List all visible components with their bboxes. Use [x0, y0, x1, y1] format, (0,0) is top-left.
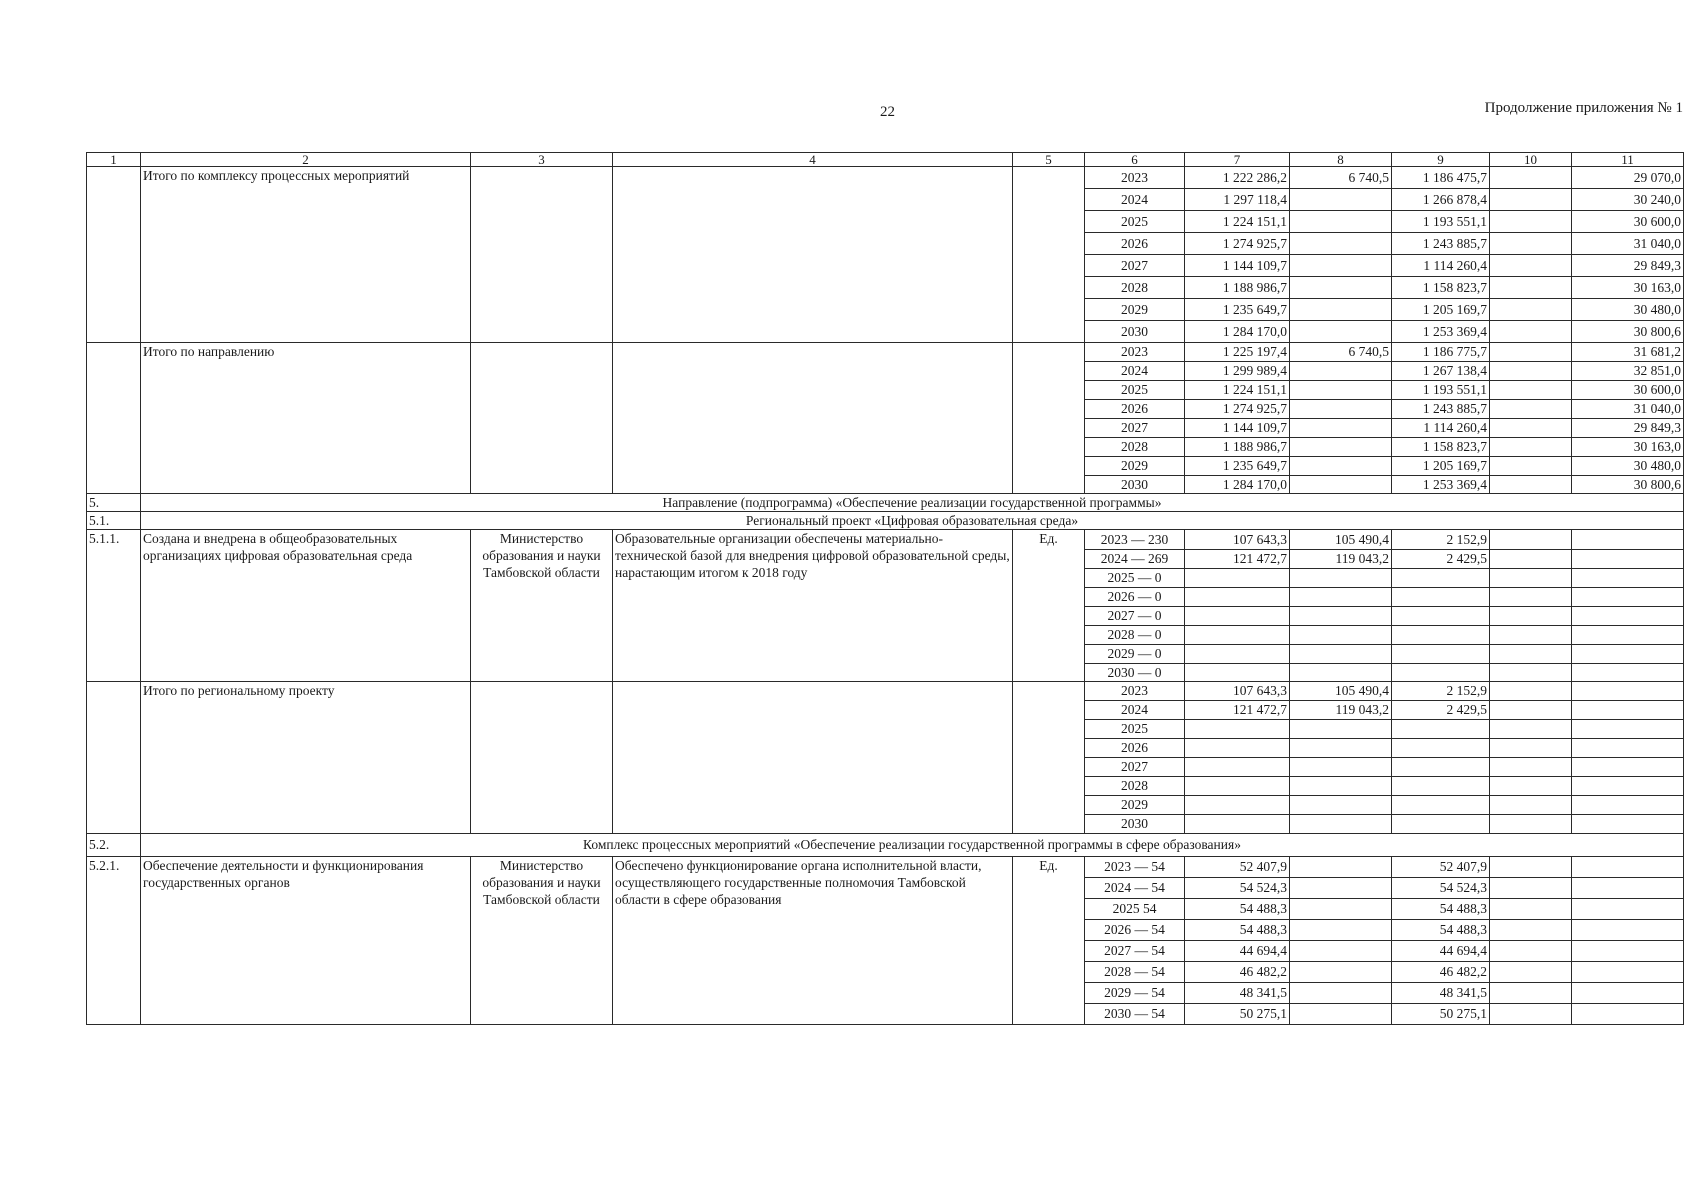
row-number-cell: [87, 343, 141, 494]
row-label: Итого по комплексу процессных мероприятий: [141, 167, 471, 343]
value-cell: 1 224 151,1: [1185, 381, 1290, 400]
value-cell: [1572, 664, 1684, 682]
value-cell: [1290, 962, 1392, 983]
value-cell: [1290, 569, 1392, 588]
value-cell: [1290, 777, 1392, 796]
value-cell: 29 849,3: [1572, 419, 1684, 438]
year-cell: 2028: [1085, 438, 1185, 457]
value-cell: [1392, 777, 1490, 796]
value-cell: 30 800,6: [1572, 321, 1684, 343]
year-cell: 2024: [1085, 701, 1185, 720]
value-cell: 1 243 885,7: [1392, 233, 1490, 255]
value-cell: [1572, 739, 1684, 758]
value-cell: [1572, 962, 1684, 983]
value-cell: 107 643,3: [1185, 682, 1290, 701]
value-cell: [1290, 588, 1392, 607]
column-header: 5: [1013, 153, 1085, 167]
value-cell: 54 488,3: [1392, 899, 1490, 920]
value-cell: [1290, 815, 1392, 834]
value-cell: 31 040,0: [1572, 400, 1684, 419]
value-cell: [1572, 758, 1684, 777]
year-cell: 2026: [1085, 233, 1185, 255]
year-cell: 2026: [1085, 400, 1185, 419]
value-cell: 52 407,9: [1392, 857, 1490, 878]
value-cell: [1490, 796, 1572, 815]
value-cell: 1 225 197,4: [1185, 343, 1290, 362]
value-cell: [1490, 550, 1572, 569]
value-cell: [1290, 438, 1392, 457]
value-cell: [1392, 569, 1490, 588]
value-cell: 1 186 475,7: [1392, 167, 1490, 189]
value-cell: 1 193 551,1: [1392, 211, 1490, 233]
value-cell: [1490, 321, 1572, 343]
column-header: 8: [1290, 153, 1392, 167]
year-cell: 2024: [1085, 362, 1185, 381]
year-cell: 2025 — 0: [1085, 569, 1185, 588]
value-cell: [1572, 588, 1684, 607]
value-cell: 2 152,9: [1392, 530, 1490, 550]
year-cell: 2027 — 0: [1085, 607, 1185, 626]
year-cell: 2027: [1085, 758, 1185, 777]
year-cell: 2023 — 230: [1085, 530, 1185, 550]
value-cell: [1392, 588, 1490, 607]
value-cell: 54 488,3: [1185, 920, 1290, 941]
value-cell: 48 341,5: [1392, 983, 1490, 1004]
value-cell: [1572, 941, 1684, 962]
section-title: Комплекс процессных мероприятий «Обеспечение реализации государственной программы в сфере образования»: [141, 834, 1684, 857]
value-cell: 2 429,5: [1392, 550, 1490, 569]
column-header: 9: [1392, 153, 1490, 167]
value-cell: [1572, 607, 1684, 626]
unit-cell: [1013, 343, 1085, 494]
year-cell: 2028 — 0: [1085, 626, 1185, 645]
value-cell: [1290, 362, 1392, 381]
year-cell: 2030: [1085, 815, 1185, 834]
value-cell: [1290, 983, 1392, 1004]
value-cell: 1 158 823,7: [1392, 438, 1490, 457]
value-cell: [1490, 962, 1572, 983]
value-cell: [1572, 899, 1684, 920]
value-cell: 1 188 986,7: [1185, 438, 1290, 457]
value-cell: [1185, 815, 1290, 834]
value-cell: 30 600,0: [1572, 211, 1684, 233]
value-cell: 30 240,0: [1572, 189, 1684, 211]
year-cell: 2023: [1085, 343, 1185, 362]
executor-cell: Министерство образования и науки Тамбовской области: [471, 857, 613, 1025]
column-header: 3: [471, 153, 613, 167]
year-cell: 2024: [1085, 189, 1185, 211]
value-cell: [1290, 189, 1392, 211]
value-cell: [1572, 682, 1684, 701]
value-cell: 30 163,0: [1572, 277, 1684, 299]
year-cell: 2023 — 54: [1085, 857, 1185, 878]
value-cell: [1572, 983, 1684, 1004]
value-cell: [1392, 739, 1490, 758]
value-cell: 32 851,0: [1572, 362, 1684, 381]
value-cell: [1185, 739, 1290, 758]
unit-cell: [1013, 167, 1085, 343]
year-cell: 2027: [1085, 255, 1185, 277]
value-cell: 1 274 925,7: [1185, 400, 1290, 419]
value-cell: 1 284 170,0: [1185, 476, 1290, 494]
value-cell: [1185, 626, 1290, 645]
value-cell: [1490, 381, 1572, 400]
value-cell: 105 490,4: [1290, 530, 1392, 550]
value-cell: [1490, 189, 1572, 211]
value-cell: 1 205 169,7: [1392, 299, 1490, 321]
value-cell: [1490, 899, 1572, 920]
year-cell: 2026 — 0: [1085, 588, 1185, 607]
value-cell: [1185, 777, 1290, 796]
value-cell: [1490, 362, 1572, 381]
value-cell: [1290, 739, 1392, 758]
executor-cell: [471, 343, 613, 494]
value-cell: [1490, 530, 1572, 550]
value-cell: [1392, 664, 1490, 682]
column-header: 10: [1490, 153, 1572, 167]
value-cell: [1490, 878, 1572, 899]
header-row: [87, 153, 1684, 167]
value-cell: 30 600,0: [1572, 381, 1684, 400]
value-cell: [1490, 167, 1572, 189]
year-cell: 2028 — 54: [1085, 962, 1185, 983]
year-cell: 2030 — 0: [1085, 664, 1185, 682]
value-cell: [1290, 899, 1392, 920]
value-cell: [1572, 815, 1684, 834]
value-cell: 1 243 885,7: [1392, 400, 1490, 419]
value-cell: 1 235 649,7: [1185, 457, 1290, 476]
year-cell: 2029: [1085, 299, 1185, 321]
value-cell: [1290, 878, 1392, 899]
value-cell: 2 429,5: [1392, 701, 1490, 720]
unit-cell: Ед.: [1013, 857, 1085, 1025]
value-cell: [1392, 815, 1490, 834]
value-cell: [1185, 664, 1290, 682]
value-cell: [1392, 796, 1490, 815]
value-cell: [1490, 233, 1572, 255]
year-cell: 2026 — 54: [1085, 920, 1185, 941]
value-cell: 1 274 925,7: [1185, 233, 1290, 255]
value-cell: [1572, 626, 1684, 645]
value-cell: [1490, 739, 1572, 758]
value-cell: 119 043,2: [1290, 550, 1392, 569]
item-number: 5.2.1.: [87, 857, 141, 1025]
row-label: Итого по направлению: [141, 343, 471, 494]
value-cell: 1 144 109,7: [1185, 255, 1290, 277]
value-cell: [1490, 626, 1572, 645]
value-cell: [1490, 588, 1572, 607]
value-cell: 31 040,0: [1572, 233, 1684, 255]
value-cell: 1 193 551,1: [1392, 381, 1490, 400]
value-cell: [1290, 941, 1392, 962]
value-cell: [1490, 569, 1572, 588]
value-cell: [1290, 607, 1392, 626]
value-cell: 31 681,2: [1572, 343, 1684, 362]
value-cell: [1185, 720, 1290, 739]
column-header: 6: [1085, 153, 1185, 167]
value-cell: [1290, 720, 1392, 739]
value-cell: [1490, 438, 1572, 457]
year-cell: 2029 — 0: [1085, 645, 1185, 664]
value-cell: [1290, 476, 1392, 494]
value-cell: [1490, 211, 1572, 233]
value-cell: 1 114 260,4: [1392, 419, 1490, 438]
result-cell: [613, 167, 1013, 343]
value-cell: 1 235 649,7: [1185, 299, 1290, 321]
year-cell: 2030 — 54: [1085, 1004, 1185, 1025]
year-cell: 2030: [1085, 321, 1185, 343]
value-cell: 2 152,9: [1392, 682, 1490, 701]
value-cell: [1185, 569, 1290, 588]
value-cell: [1572, 701, 1684, 720]
section-number: 5.1.: [87, 512, 141, 530]
value-cell: [1290, 645, 1392, 664]
value-cell: 1 299 989,4: [1185, 362, 1290, 381]
item-number: 5.1.1.: [87, 530, 141, 682]
value-cell: [1290, 626, 1392, 645]
value-cell: 54 488,3: [1392, 920, 1490, 941]
value-cell: 29 849,3: [1572, 255, 1684, 277]
value-cell: [1490, 983, 1572, 1004]
value-cell: [1392, 626, 1490, 645]
value-cell: 48 341,5: [1185, 983, 1290, 1004]
value-cell: [1490, 857, 1572, 878]
result-cell: Образовательные организации обеспечены материально-технической базой для внедрения цифровой образовательной среды, нарастающим итогом к 2018 году: [613, 530, 1013, 682]
year-cell: 2025: [1085, 381, 1185, 400]
column-header: 1: [87, 153, 141, 167]
table-row: [87, 167, 1684, 189]
value-cell: [1572, 1004, 1684, 1025]
value-cell: 54 524,3: [1392, 878, 1490, 899]
value-cell: [1572, 569, 1684, 588]
year-cell: 2025 54: [1085, 899, 1185, 920]
year-cell: 2029: [1085, 457, 1185, 476]
value-cell: 1 253 369,4: [1392, 321, 1490, 343]
year-cell: 2024 — 54: [1085, 878, 1185, 899]
value-cell: 121 472,7: [1185, 701, 1290, 720]
value-cell: [1490, 476, 1572, 494]
result-cell: [613, 343, 1013, 494]
value-cell: 1 144 109,7: [1185, 419, 1290, 438]
value-cell: [1490, 941, 1572, 962]
value-cell: [1490, 645, 1572, 664]
value-cell: [1572, 777, 1684, 796]
value-cell: [1392, 607, 1490, 626]
value-cell: [1290, 457, 1392, 476]
executor-cell: [471, 682, 613, 834]
section-number: 5.2.: [87, 834, 141, 857]
value-cell: 1 114 260,4: [1392, 255, 1490, 277]
value-cell: 46 482,2: [1185, 962, 1290, 983]
value-cell: [1185, 796, 1290, 815]
value-cell: [1490, 607, 1572, 626]
value-cell: 1 224 151,1: [1185, 211, 1290, 233]
value-cell: 1 253 369,4: [1392, 476, 1490, 494]
year-cell: 2027: [1085, 419, 1185, 438]
value-cell: 54 488,3: [1185, 899, 1290, 920]
value-cell: 119 043,2: [1290, 701, 1392, 720]
table-row: [87, 343, 1684, 362]
value-cell: [1392, 758, 1490, 777]
value-cell: 29 070,0: [1572, 167, 1684, 189]
value-cell: [1572, 878, 1684, 899]
value-cell: [1290, 255, 1392, 277]
value-cell: 1 284 170,0: [1185, 321, 1290, 343]
value-cell: [1572, 920, 1684, 941]
year-cell: 2029: [1085, 796, 1185, 815]
executor-cell: [471, 167, 613, 343]
unit-cell: Ед.: [1013, 530, 1085, 682]
section-row: [87, 834, 1684, 857]
value-cell: [1185, 607, 1290, 626]
value-cell: 105 490,4: [1290, 682, 1392, 701]
value-cell: [1490, 255, 1572, 277]
value-cell: [1290, 277, 1392, 299]
value-cell: [1290, 233, 1392, 255]
value-cell: [1572, 645, 1684, 664]
year-cell: 2027 — 54: [1085, 941, 1185, 962]
page-number: 22: [880, 104, 895, 120]
row-label: Итого по региональному проекту: [141, 682, 471, 834]
value-cell: 50 275,1: [1185, 1004, 1290, 1025]
value-cell: [1572, 530, 1684, 550]
year-cell: 2023: [1085, 682, 1185, 701]
value-cell: 6 740,5: [1290, 343, 1392, 362]
value-cell: [1290, 400, 1392, 419]
value-cell: 52 407,9: [1185, 857, 1290, 878]
year-cell: 2025: [1085, 211, 1185, 233]
value-cell: 121 472,7: [1185, 550, 1290, 569]
column-header: 7: [1185, 153, 1290, 167]
executor-cell: Министерство образования и науки Тамбовской области: [471, 530, 613, 682]
value-cell: [1490, 343, 1572, 362]
value-cell: [1290, 1004, 1392, 1025]
section-number: 5.: [87, 494, 141, 512]
value-cell: [1185, 645, 1290, 664]
year-cell: 2026: [1085, 739, 1185, 758]
value-cell: [1490, 682, 1572, 701]
value-cell: [1490, 758, 1572, 777]
table-row: [87, 857, 1684, 878]
value-cell: 46 482,2: [1392, 962, 1490, 983]
column-header: 4: [613, 153, 1013, 167]
table-row: [87, 530, 1684, 550]
value-cell: [1290, 211, 1392, 233]
year-cell: 2028: [1085, 277, 1185, 299]
value-cell: [1490, 815, 1572, 834]
year-cell: 2025: [1085, 720, 1185, 739]
value-cell: [1490, 701, 1572, 720]
value-cell: 54 524,3: [1185, 878, 1290, 899]
value-cell: [1290, 419, 1392, 438]
value-cell: 107 643,3: [1185, 530, 1290, 550]
value-cell: 50 275,1: [1392, 1004, 1490, 1025]
section-title: Региональный проект «Цифровая образовательная среда»: [141, 512, 1684, 530]
value-cell: [1290, 857, 1392, 878]
value-cell: [1290, 664, 1392, 682]
value-cell: [1290, 321, 1392, 343]
result-cell: Обеспечено функционирование органа исполнительной власти, осуществляющего государственные полномочия Тамбовской области в сфере образования: [613, 857, 1013, 1025]
value-cell: [1290, 920, 1392, 941]
value-cell: [1572, 720, 1684, 739]
value-cell: 1 222 286,2: [1185, 167, 1290, 189]
column-header: 11: [1572, 153, 1684, 167]
value-cell: [1572, 796, 1684, 815]
page-note: Продолжение приложения № 1: [1484, 100, 1683, 116]
value-cell: 30 480,0: [1572, 457, 1684, 476]
year-cell: 2024 — 269: [1085, 550, 1185, 569]
value-cell: [1490, 457, 1572, 476]
column-header: 2: [141, 153, 471, 167]
value-cell: [1490, 299, 1572, 321]
value-cell: [1185, 588, 1290, 607]
value-cell: [1490, 777, 1572, 796]
value-cell: [1185, 758, 1290, 777]
section-title: Направление (подпрограмма) «Обеспечение реализации государственной программы»: [141, 494, 1684, 512]
value-cell: 1 267 138,4: [1392, 362, 1490, 381]
value-cell: 44 694,4: [1392, 941, 1490, 962]
value-cell: 30 480,0: [1572, 299, 1684, 321]
row-number-cell: [87, 682, 141, 834]
result-cell: [613, 682, 1013, 834]
value-cell: 1 188 986,7: [1185, 277, 1290, 299]
value-cell: 1 266 878,4: [1392, 189, 1490, 211]
value-cell: [1392, 720, 1490, 739]
value-cell: 1 297 118,4: [1185, 189, 1290, 211]
value-cell: 1 205 169,7: [1392, 457, 1490, 476]
value-cell: 30 163,0: [1572, 438, 1684, 457]
value-cell: [1490, 1004, 1572, 1025]
item-name: Создана и внедрена в общеобразовательных организациях цифровая образовательная среда: [141, 530, 471, 682]
value-cell: 1 186 775,7: [1392, 343, 1490, 362]
value-cell: [1490, 920, 1572, 941]
year-cell: 2028: [1085, 777, 1185, 796]
value-cell: [1572, 857, 1684, 878]
value-cell: [1490, 400, 1572, 419]
table-row: [87, 682, 1684, 701]
value-cell: [1572, 550, 1684, 569]
value-cell: 6 740,5: [1290, 167, 1392, 189]
row-number-cell: [87, 167, 141, 343]
value-cell: [1490, 419, 1572, 438]
program-table: [86, 152, 1684, 1025]
value-cell: 1 158 823,7: [1392, 277, 1490, 299]
section-row: [87, 512, 1684, 530]
value-cell: [1490, 277, 1572, 299]
year-cell: 2029 — 54: [1085, 983, 1185, 1004]
value-cell: 44 694,4: [1185, 941, 1290, 962]
value-cell: [1290, 796, 1392, 815]
section-row: [87, 494, 1684, 512]
value-cell: [1490, 664, 1572, 682]
year-cell: 2030: [1085, 476, 1185, 494]
unit-cell: [1013, 682, 1085, 834]
value-cell: [1392, 645, 1490, 664]
value-cell: [1290, 758, 1392, 777]
value-cell: [1290, 381, 1392, 400]
value-cell: [1290, 299, 1392, 321]
item-name: Обеспечение деятельности и функционирования государственных органов: [141, 857, 471, 1025]
year-cell: 2023: [1085, 167, 1185, 189]
value-cell: 30 800,6: [1572, 476, 1684, 494]
value-cell: [1490, 720, 1572, 739]
